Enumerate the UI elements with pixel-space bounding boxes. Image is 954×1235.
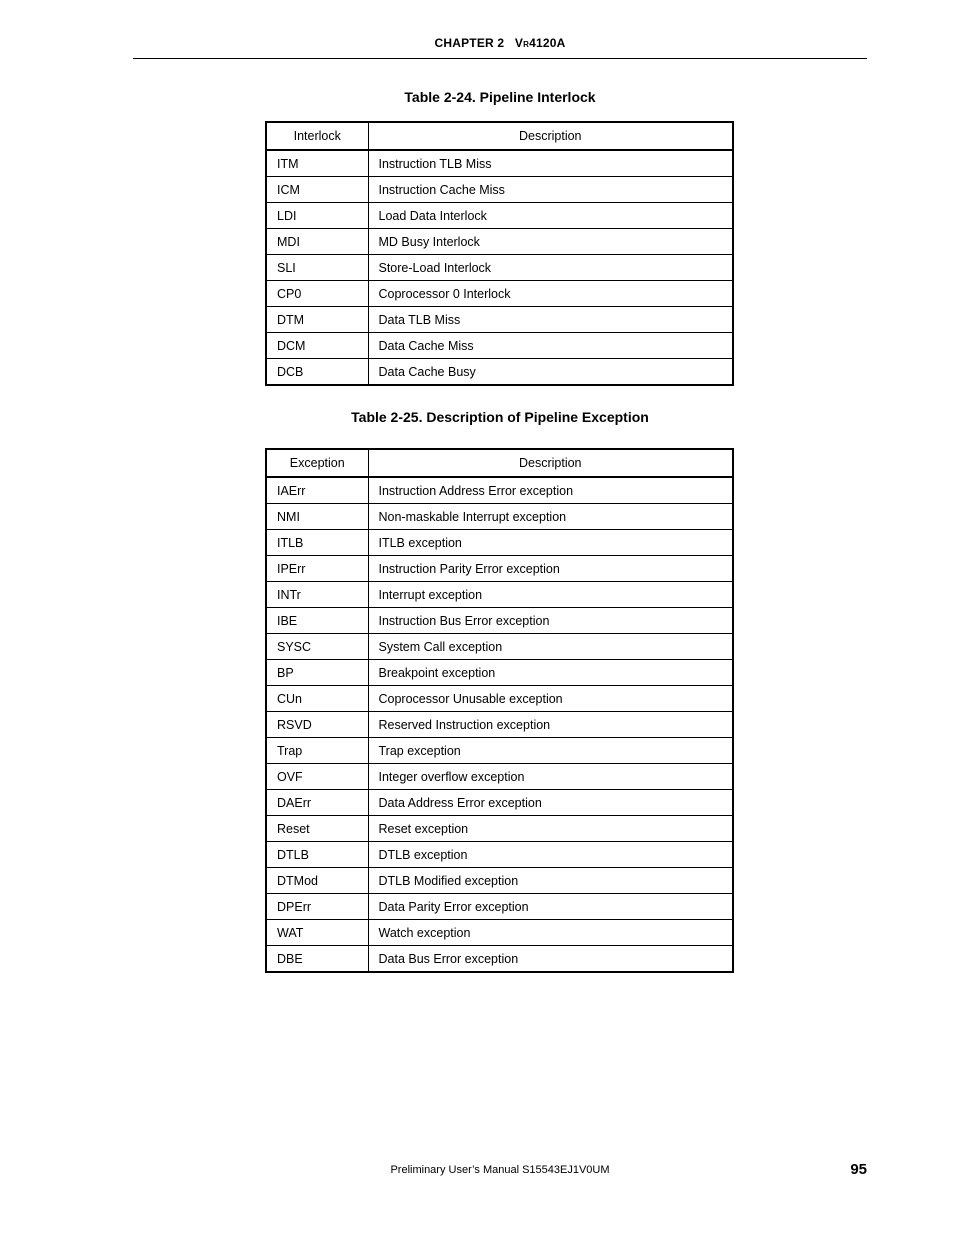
table-row xyxy=(266,504,733,530)
table-row xyxy=(266,816,733,842)
table-cell-description: Data Address Error exception xyxy=(368,790,733,816)
table-cell-description: Instruction Cache Miss xyxy=(368,177,733,203)
table-row xyxy=(266,203,733,229)
table2-header-description: Description xyxy=(368,449,733,477)
table-cell-description: Instruction TLB Miss xyxy=(368,150,733,177)
table-cell-code: DBE xyxy=(266,946,368,973)
table2-header-exception: Exception xyxy=(266,449,368,477)
table-cell-description: Reserved Instruction exception xyxy=(368,712,733,738)
table-cell-code: BP xyxy=(266,660,368,686)
table-row xyxy=(266,530,733,556)
table1-header-description: Description xyxy=(368,122,733,150)
header-rule xyxy=(133,58,867,59)
table-cell-code: Reset xyxy=(266,816,368,842)
table-cell-code: CP0 xyxy=(266,281,368,307)
table-cell-description: Instruction Address Error exception xyxy=(368,477,733,504)
table-cell-code: ICM xyxy=(266,177,368,203)
table-cell-description: Interrupt exception xyxy=(368,582,733,608)
table-cell-description: Coprocessor 0 Interlock xyxy=(368,281,733,307)
table-row xyxy=(266,842,733,868)
table-cell-code: SLI xyxy=(266,255,368,281)
table-row xyxy=(266,660,733,686)
table-row xyxy=(266,712,733,738)
table-cell-description: Trap exception xyxy=(368,738,733,764)
chapter-header xyxy=(133,36,867,50)
table1-header-interlock: Interlock xyxy=(266,122,368,150)
page-number: 95 xyxy=(850,1161,867,1178)
table-cell-code: RSVD xyxy=(266,712,368,738)
table-cell-description: Watch exception xyxy=(368,920,733,946)
table-row xyxy=(266,229,733,255)
table-row xyxy=(266,946,733,973)
table-row xyxy=(266,359,733,386)
table-cell-description: Load Data Interlock xyxy=(368,203,733,229)
table-row xyxy=(266,764,733,790)
table-cell-description: Store-Load Interlock xyxy=(368,255,733,281)
table-cell-code: DTM xyxy=(266,307,368,333)
table-row xyxy=(266,894,733,920)
table-cell-code: DCB xyxy=(266,359,368,386)
table-cell-description: MD Busy Interlock xyxy=(368,229,733,255)
table-cell-code: MDI xyxy=(266,229,368,255)
table-cell-code: SYSC xyxy=(266,634,368,660)
table-cell-code: DAErr xyxy=(266,790,368,816)
table-cell-code: IPErr xyxy=(266,556,368,582)
table-cell-code: ITLB xyxy=(266,530,368,556)
product-name: VR4120A xyxy=(514,36,566,50)
pipeline-exception-table xyxy=(265,448,734,973)
table-row xyxy=(266,281,733,307)
table-cell-code: DPErr xyxy=(266,894,368,920)
table-row xyxy=(266,582,733,608)
table-row xyxy=(266,150,733,177)
table-cell-code: NMI xyxy=(266,504,368,530)
table-cell-code: INTr xyxy=(266,582,368,608)
table-cell-description: Data Cache Miss xyxy=(368,333,733,359)
table-cell-description: System Call exception xyxy=(368,634,733,660)
table-cell-description: Data Parity Error exception xyxy=(368,894,733,920)
table-cell-description: Coprocessor Unusable exception xyxy=(368,686,733,712)
table-cell-code: DTLB xyxy=(266,842,368,868)
table-row xyxy=(266,738,733,764)
table-row xyxy=(266,333,733,359)
table-cell-description: Instruction Parity Error exception xyxy=(368,556,733,582)
table-cell-code: IAErr xyxy=(266,477,368,504)
table-cell-description: ITLB exception xyxy=(368,530,733,556)
table-cell-description: DTLB exception xyxy=(368,842,733,868)
table2-caption: Table 2-25. Description of Pipeline Exception xyxy=(351,409,649,425)
footer-manual-id: Preliminary User’s Manual S15543EJ1V0UM xyxy=(390,1164,610,1176)
table-row xyxy=(266,608,733,634)
table1-caption: Table 2-24. Pipeline Interlock xyxy=(404,89,596,105)
table-row xyxy=(266,686,733,712)
table-cell-description: Non-maskable Interrupt exception xyxy=(368,504,733,530)
table-cell-code: CUn xyxy=(266,686,368,712)
table-row xyxy=(266,790,733,816)
table-row xyxy=(266,177,733,203)
table-cell-code: Trap xyxy=(266,738,368,764)
table-row xyxy=(266,477,733,504)
table-cell-description: Breakpoint exception xyxy=(368,660,733,686)
table-cell-code: DCM xyxy=(266,333,368,359)
table-cell-code: DTMod xyxy=(266,868,368,894)
table-row xyxy=(266,868,733,894)
pipeline-interlock-table xyxy=(265,121,734,386)
chapter-label: CHAPTER 2 xyxy=(434,36,505,50)
table-row xyxy=(266,255,733,281)
table-cell-description: Data TLB Miss xyxy=(368,307,733,333)
table-cell-description: Integer overflow exception xyxy=(368,764,733,790)
table-cell-code: ITM xyxy=(266,150,368,177)
table-cell-description: Data Cache Busy xyxy=(368,359,733,386)
table-row xyxy=(266,307,733,333)
table-row xyxy=(266,634,733,660)
table-cell-description: Instruction Bus Error exception xyxy=(368,608,733,634)
table-cell-code: OVF xyxy=(266,764,368,790)
table-row xyxy=(266,556,733,582)
table-row xyxy=(266,920,733,946)
table-cell-description: DTLB Modified exception xyxy=(368,868,733,894)
table-cell-code: LDI xyxy=(266,203,368,229)
table-cell-code: WAT xyxy=(266,920,368,946)
table-cell-description: Reset exception xyxy=(368,816,733,842)
table-cell-description: Data Bus Error exception xyxy=(368,946,733,973)
table-cell-code: IBE xyxy=(266,608,368,634)
